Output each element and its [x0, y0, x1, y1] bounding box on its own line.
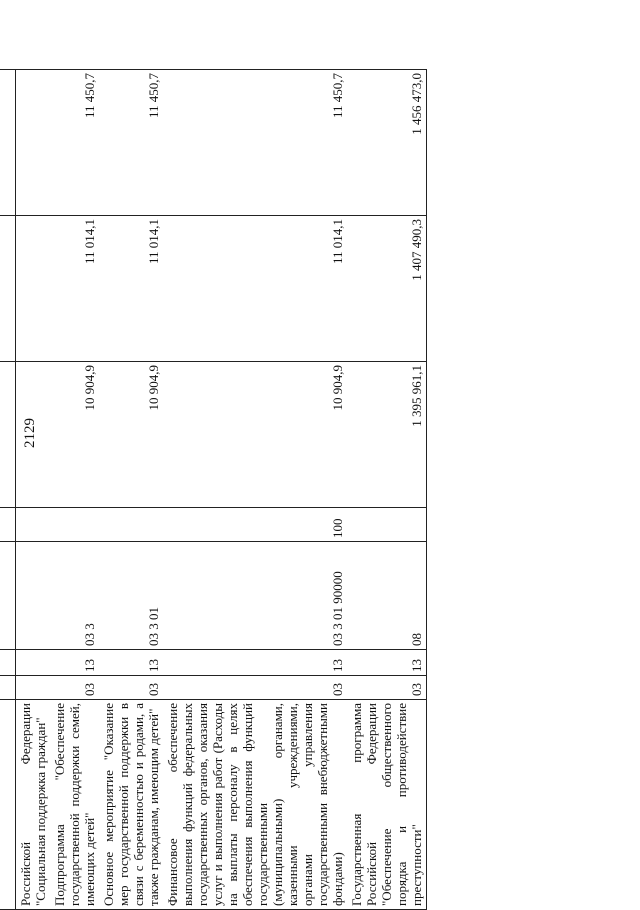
- row-rz: 03: [163, 676, 347, 700]
- row-pr: 13: [99, 650, 163, 676]
- row-2019: 11 014,1: [163, 216, 347, 362]
- header-csr: [0, 542, 16, 650]
- row-name: Подпрограмма "Обеспечение государственной поддержки семей, имеющих детей": [50, 700, 99, 910]
- table-row: [347, 70, 427, 910]
- row-csr: 03 3 01 90000: [163, 542, 347, 650]
- header-2020: [0, 70, 16, 216]
- row-2018: 1 395 961,1: [347, 362, 427, 508]
- table-row: [99, 70, 163, 910]
- row-2020: 1 456 473,0: [347, 70, 427, 216]
- budget-table-container: [0, 70, 482, 910]
- page-number: 2129: [22, 418, 38, 448]
- row-csr: 03 3: [50, 542, 99, 650]
- row-2019: 11 014,1: [99, 216, 163, 362]
- row-vr: 100: [163, 508, 347, 542]
- row-rz: [16, 676, 51, 700]
- row-2019: [16, 216, 51, 362]
- table-row: [16, 70, 51, 910]
- row-2019: 11 014,1: [50, 216, 99, 362]
- row-2018: [16, 362, 51, 508]
- header-name: [0, 700, 16, 910]
- row-rz: 03: [99, 676, 163, 700]
- row-2020: [16, 70, 51, 216]
- row-vr: [99, 508, 163, 542]
- row-name: Финансовое обеспечение выполнения функций федеральных государственных органов, оказания услуг и выполнения работ (Расходы на выплаты персоналу в целях обеспечения выполнения функций государственными (муниципальными) органами, казенными учреждениями, органами управления государственными внебюджетными фондами): [163, 700, 347, 910]
- row-2020: 11 450,7: [99, 70, 163, 216]
- row-name: Государственная программа Российской Федерации "Обеспечение общественного порядка и противодействие преступности": [347, 700, 427, 910]
- row-pr: 13: [50, 650, 99, 676]
- row-rz: 03: [347, 676, 427, 700]
- header-pr: [0, 650, 16, 676]
- header-rz: [0, 676, 16, 700]
- row-csr: 08: [347, 542, 427, 650]
- row-2019: 1 407 490,3: [347, 216, 427, 362]
- row-2020: 11 450,7: [163, 70, 347, 216]
- row-name: Российской Федерации "Социальная поддержка граждан": [16, 700, 51, 910]
- budget-table: [0, 69, 427, 910]
- row-csr: 03 3 01: [99, 542, 163, 650]
- row-2018: 10 904,9: [50, 362, 99, 508]
- row-pr: [16, 650, 51, 676]
- row-2018: 10 904,9: [163, 362, 347, 508]
- row-2018: 10 904,9: [99, 362, 163, 508]
- header-vr: [0, 508, 16, 542]
- header-2019: [0, 216, 16, 362]
- row-vr: [347, 508, 427, 542]
- header-2018: [0, 362, 16, 508]
- row-rz: 03: [50, 676, 99, 700]
- row-2020: 11 450,7: [50, 70, 99, 216]
- row-name: Основное мероприятие "Оказание мер государственной поддержки в связи с беременностью и родами, а также гражданам, имеющим детей": [99, 700, 163, 910]
- table-header-row: [0, 70, 16, 910]
- row-vr: [16, 508, 51, 542]
- row-pr: 13: [163, 650, 347, 676]
- row-pr: 13: [347, 650, 427, 676]
- table-row: [50, 70, 99, 910]
- row-csr: [16, 542, 51, 650]
- table-row: [163, 70, 347, 910]
- row-vr: [50, 508, 99, 542]
